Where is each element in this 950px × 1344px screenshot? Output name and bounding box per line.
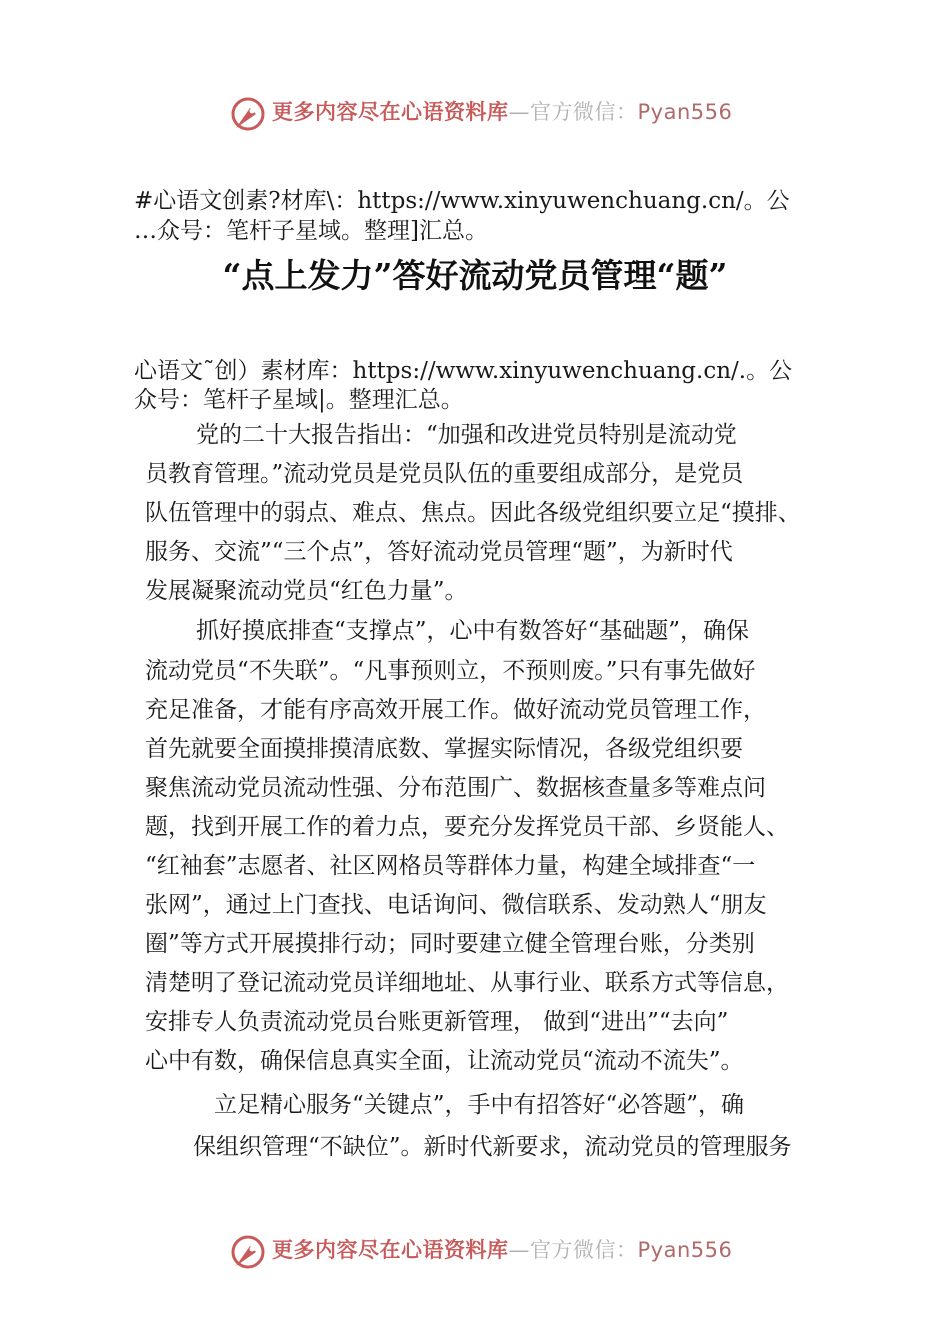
paragraph-line: 首先就要全面摸排摸清底数、掌握实际情况，各级党组织要: [145, 736, 743, 762]
paragraph-line: 题，找到开展工作的着力点，要充分发挥党员干部、乡贤能人、: [145, 814, 789, 840]
paragraph-line: 立足精心服务“关键点”，手中有招答好“必答题”，确: [214, 1092, 745, 1118]
paragraph-line: 张网”，通过上门查找、电话询问、微信联系、发动熟人“朋友: [145, 892, 767, 918]
paragraph-line: 安排专人负责流动党员台账更新管理， 做到“进出”“去向”: [145, 1009, 729, 1035]
paragraph-line: 队伍管理中的弱点、难点、焦点。因此各级党组织要立足“摸排、: [145, 500, 801, 526]
source-line: 众号：笔杆子星域|。整理汇总。: [134, 387, 464, 413]
source-line: 心语文˜创）素材库：https://www.xinyuwenchuang.cn/.。公: [134, 358, 793, 384]
paragraph-line: 流动党员“不失联”。“凡事预则立，不预则废。”只有事先做好: [145, 658, 756, 684]
watermark-text: 更多内容尽在心语资料库—官方微信：Pyan556: [272, 1238, 733, 1262]
watermark-banner-top: [0, 88, 950, 138]
document-title: “点上发力”答好流动党员管理“题”: [222, 256, 728, 295]
paragraph-line: 聚焦流动党员流动性强、分布范围广、数据核查量多等难点问: [145, 775, 766, 801]
header-line: #心语文创素?材库\：https://www.xinyuwenchuang.cn/。公: [134, 188, 790, 214]
paragraph-line: 清楚明了登记流动党员详细地址、从事行业、联系方式等信息，: [145, 970, 789, 996]
watermark-text: 更多内容尽在心语资料库—官方微信：Pyan556: [272, 100, 733, 124]
paragraph-line: 充足准备，才能有序高效开展工作。做好流动党员管理工作，: [145, 697, 766, 723]
pen-nib-logo-icon: [228, 1232, 268, 1272]
paragraph-line: 心中有数，确保信息真实全面，让流动党员“流动不流失”。: [145, 1048, 744, 1074]
paragraph-line: 保组织管理“不缺位”。新时代新要求，流动党员的管理服务: [193, 1134, 792, 1160]
paragraph-line: 党的二十大报告指出：“加强和改进党员特别是流动党: [196, 422, 737, 448]
paragraph-line: 抓好摸底排查“支撑点”，心中有数答好“基础题”，确保: [196, 618, 750, 644]
pen-nib-logo-icon: [228, 94, 268, 134]
watermark-banner-bottom: [0, 1226, 950, 1276]
paragraph-line: 圈”等方式开展摸排行动；同时要建立健全管理台账，分类别: [145, 931, 755, 957]
header-line: …众号：笔杆子星域。整理]汇总。: [134, 218, 488, 244]
paragraph-line: 员教育管理。”流动党员是党员队伍的重要组成部分，是党员: [145, 461, 744, 487]
paragraph-line: “红袖套”志愿者、社区网格员等群体力量，构建全域排查“一: [145, 853, 756, 879]
paragraph-line: 发展凝聚流动党员“红色力量”。: [145, 578, 468, 604]
paragraph-line: 服务、交流”“三个点”，答好流动党员管理“题”，为新时代: [145, 539, 733, 565]
